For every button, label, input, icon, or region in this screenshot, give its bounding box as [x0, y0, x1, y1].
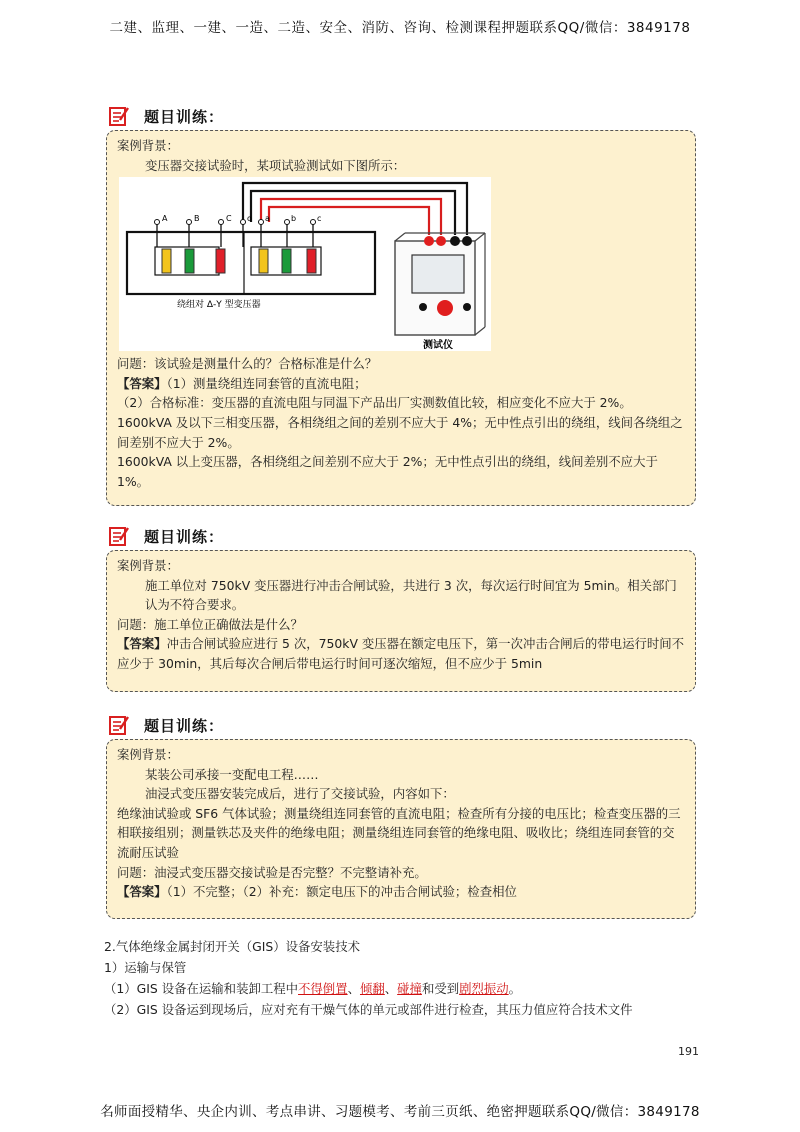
case-line-2: 油浸式变压器安装完成后，进行了交接试验，内容如下：: [145, 786, 455, 802]
notepad-pen-icon: [108, 714, 130, 736]
terminal-label-b: b: [291, 214, 297, 224]
case-intro: 变压器交接试验时，某项试验测试如下图所示：: [145, 157, 406, 173]
terminal-label-C: C: [226, 214, 232, 224]
notepad-pen-icon: [108, 105, 130, 127]
case-background-label: 案例背景：: [117, 558, 179, 573]
answer-text: 冲击合闸试验应进行 5 次，750kV 变压器在额定电压下，第一次冲击合闸后的带电运行时间不应少于 30min，其后每次合闸后带电运行时间可逐次缩短，但不应少于 5min: [117, 636, 685, 671]
case-answer-line-1: [117, 374, 685, 394]
p1-mid: 和受到: [421, 981, 460, 996]
p1-separator-1: 、: [347, 981, 360, 996]
notepad-pen-icon: [108, 525, 130, 547]
case-box-2: [106, 550, 696, 692]
section-heading-1: [108, 104, 224, 128]
gis-paragraph-1: [104, 978, 700, 999]
answer-tag: 【答案】: [117, 375, 167, 391]
terminal-label-c: c: [317, 214, 322, 224]
terminal-label-A: A: [162, 214, 168, 224]
case-box-3: [106, 739, 696, 919]
terminal-label-o: o: [247, 214, 252, 224]
section-heading-2: [108, 524, 224, 548]
page-number: 191: [678, 1045, 699, 1058]
answer-tag: 【答案】: [117, 636, 167, 652]
answer-text: （1）测量绕组连同套管的直流电阻；: [166, 375, 367, 391]
section-title: 题目训练：: [144, 716, 225, 735]
case-question: 问题：施工单位正确做法是什么？: [117, 616, 303, 632]
emphasis-tipping: 倾翻: [359, 981, 385, 996]
section-title: 题目训练：: [144, 527, 225, 546]
gis-paragraph-2: （2）GIS 设备运到现场后，应对充有干燥气体的单元或部件进行检查，其压力值应符合技术文件: [104, 1002, 633, 1017]
case-answer-line-3: 1600kVA 及以下三相变压器，各相绕组之间的差别不应大于 4%；无中性点引出的绕组，线间各绕组之间差别不应大于 2%。: [117, 414, 683, 450]
section-heading-3: [108, 713, 224, 737]
case-answer-line-4: 1600kVA 以上变压器，各相绕组之间差别不应大于 2%；无中性点引出的绕组，线间差别不应大于 1%。: [117, 454, 658, 489]
case-body: 施工单位对 750kV 变压器进行冲击合闸试验，共进行 3 次，每次运行时间宜为 5min。相关部门认为不符合要求。: [145, 577, 677, 613]
case-line-3: 绝缘油试验或 SF6 气体试验；测量绕组连同套管的直流电阻；检查所有分接的电压比；检查变压器的三相联接组别；测量铁芯及夹件的绝缘电阻；测量绕组连同套管的绝缘电阻、吸收比；绕组连同套管的交流耐压试验: [117, 805, 681, 860]
case-answer: [117, 882, 685, 902]
gis-subtitle: 1）运输与保管: [104, 960, 187, 975]
emphasis-collision: 碰撞: [397, 981, 422, 996]
gis-title: 2.气体绝缘金属封闭开关（GIS）设备安装技术: [104, 939, 360, 954]
case-question: 问题：油浸式变压器交接试验是否完整？不完整请补充。: [117, 864, 427, 880]
p1-end: 。: [508, 981, 522, 996]
terminal-label-a: a: [265, 214, 270, 224]
circuit-svg: [119, 177, 491, 351]
answer-text: （1）不完整；（2）补充：额定电压下的冲击合闸试验；检查相位: [166, 884, 517, 900]
case-background-label: 案例背景：: [117, 138, 179, 153]
test-circuit-diagram: [119, 177, 491, 351]
footer-banner: 名师面授精华、央企内训、考点串讲、习题模考、考前三页纸、绝密押题联系QQ/微信：3849178: [100, 1104, 700, 1120]
emphasis-vibration: 剧烈振动: [459, 981, 509, 996]
section-title: 题目训练：: [144, 107, 225, 126]
gis-section: [104, 936, 700, 1020]
case-question: 问题：该试验是测量什么的？合格标准是什么？: [117, 356, 378, 372]
case-answer: [117, 634, 685, 673]
header-banner: 二建、监理、一建、一造、二造、安全、消防、咨询、检测课程押题联系QQ/微信：3849178: [109, 20, 691, 36]
p1-separator-2: 、: [384, 981, 398, 996]
p1-prefix: （1）GIS 设备在运输和装卸工程中: [104, 981, 299, 996]
case-line-1: 某装公司承接一变配电工程……: [145, 766, 319, 782]
case-background-label: 案例背景：: [117, 747, 179, 762]
answer-tag: 【答案】: [117, 884, 167, 900]
case-box-1: [106, 130, 696, 506]
instrument-label: 测试仪: [423, 340, 453, 352]
emphasis-no-inversion: 不得倒置: [298, 981, 348, 996]
transformer-label: 绕组对 Δ-Y 型变压器: [177, 300, 261, 311]
case-answer-line-2: （2）合格标准：变压器的直流电阻与同温下产品出厂实测数值比较，相应变化不应大于 2%。: [117, 395, 632, 411]
terminal-label-B: B: [194, 214, 200, 224]
